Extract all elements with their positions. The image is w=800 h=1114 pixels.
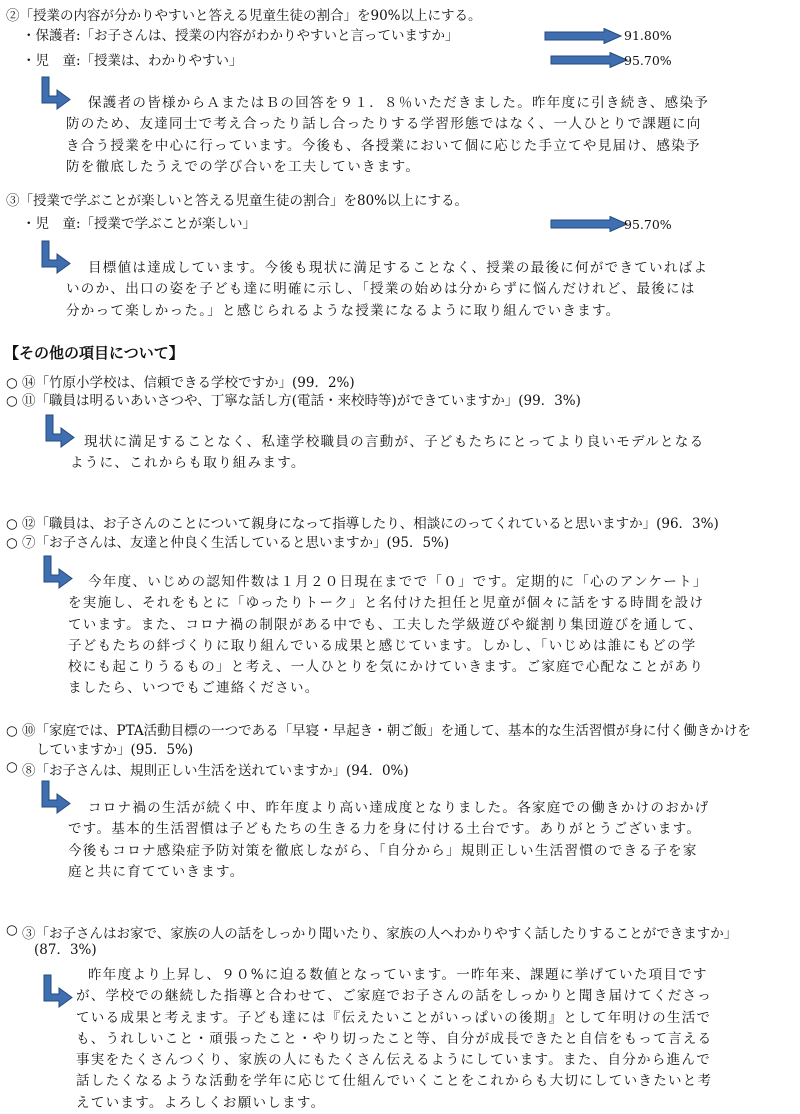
bent-arrow-icon — [40, 974, 74, 1008]
comment-line: が、学校での継続した指導と合わせて、ご家庭でお子さんの話をしっかりと聞き届けてくださっ — [76, 988, 713, 1005]
question-8: ⑧「お子さんは、規則正しい生活を送れていますか」(94．0%) — [22, 763, 409, 779]
right-arrow-icon — [544, 28, 622, 44]
comment-line: ように、これからも取り組みます。 — [70, 455, 306, 472]
comment-line: 防を徹底したうえでの学び合いを工夫していきます。 — [66, 158, 421, 175]
comment-line: 分かって楽しかった。」と感じられるような授業になるように取り組んでいきます。 — [66, 302, 621, 319]
comment-line: き合う授業を中心に行っています。今後も、各授業において個に応じた手立てや見届け、感染予 — [66, 137, 701, 154]
group-2-comment — [68, 572, 708, 700]
question-3: ③「お子さんはお家で、家族の人の話をしっかり聞いたり、家族の人へわかりやすく話したりすることができますか」 — [22, 926, 738, 942]
parent-question: ・保護者:「お子さんは、授業の内容がわかりやすいと言っていますか」 — [22, 28, 459, 44]
comment-line: 昨年度より上昇し、９０%に迫る数値となっています。一昨年来、課題に挙げていた項目です — [88, 967, 708, 983]
comment-line: も、うれしいこと・頑張ったこと・やり切ったこと等、自分が成長できたと自信をもって言える — [76, 1030, 713, 1047]
question-11: ⑪「職員は明るいあいさつや、丁寧な話し方(電話・来校時等)ができていますか」(99．3%) — [22, 393, 581, 409]
child-question: ・児 童:「授業で学ぶことが楽しい」 — [22, 216, 257, 232]
question-3-continued: (87．3%) — [34, 942, 97, 958]
comment-line: です。基本的生活習慣は子どもたちの生きる力を身に付ける土台です。ありがとうございます。 — [68, 821, 702, 838]
comment-line: コロナ禍の生活が続く中、昨年度より高い達成度となりました。各家庭での働きかけのおかげ — [88, 800, 710, 816]
question-12: ⑫「職員は、お子さんのことについて親身になって指導したり、相談にのってくれていると思いますか」(96．3%) — [22, 516, 719, 532]
comment-line: 今後もコロナ感染症予防対策を徹底しながら、「自分から」規則正しい生活習慣のできる子を家 — [68, 842, 698, 859]
bent-arrow-icon — [38, 780, 72, 814]
comment-line: ましたら、いつでもご連絡ください。 — [68, 680, 320, 697]
group-3-comment — [68, 798, 710, 883]
bullet-circle: ○ — [6, 723, 18, 739]
comment-line: 目標値は達成しています。今後も現状に満足することなく、授業の最後に何ができていればよ — [88, 260, 709, 276]
comment-line: 庭と共に育てていきます。 — [68, 863, 245, 880]
child-question: ・児 童:「授業は、わかりやすい」 — [22, 53, 243, 69]
bullet-circle: ○ — [6, 375, 18, 391]
other-items-title: 【その他の項目について】 — [4, 344, 184, 362]
section-2-comment — [66, 93, 709, 178]
bullet-circle: ○ — [6, 759, 18, 775]
comment-line: 今年度、いじめの認知件数は１月２０日現在までで「０」です。定期的に「心のアンケート」 — [88, 574, 708, 590]
group-4-comment — [76, 965, 712, 1114]
section-2-heading: ②「授業の内容が分かりやすいと答える児童生徒の割合」を90%以上にする。 — [6, 8, 482, 24]
bullet-circle: ○ — [6, 535, 18, 551]
question-14: ⑭「竹原小学校は、信頼できる学校ですか」(99．2%) — [22, 375, 355, 391]
question-7: ⑦「お子さんは、友達と仲良く生活していると思いますか」(95．5%) — [22, 535, 450, 551]
comment-line: 保護者の皆様からＡまたはＢの回答を９１．８％いただきました。昨年度に引き続き、感染予 — [88, 95, 710, 111]
bullet-circle: ○ — [6, 516, 18, 532]
section-3-heading: ③「授業で学ぶことが楽しいと答える児童生徒の割合」を80%以上にする。 — [6, 193, 469, 209]
bullet-circle: ○ — [6, 922, 18, 938]
child-percentage: 95.70% — [624, 53, 672, 68]
question-10: ⑩「家庭では、PTA活動目標の一つである「早寝・早起き・朝ご飯」を通して、基本的な生活習慣が身に付く働きかけを — [22, 723, 751, 739]
comment-line: 子どもたちの絆づくりに取り組んでいる成果と感じています。しかし、「いじめは誰にもどの学 — [68, 637, 697, 654]
child-percentage: 95.70% — [624, 217, 672, 232]
question-10-continued: していますか」(95．5%) — [36, 742, 194, 758]
right-arrow-icon — [550, 52, 628, 68]
comment-line: 防のため、友達同士で考え合ったり話し合ったりする学習形態ではなく、一人ひとりで課題に向 — [66, 116, 702, 133]
comment-line: 話したくなるような活動を学年に応じて仕組んでいくことをこれからも大切にしていきたいと考 — [76, 1073, 713, 1090]
comment-line: 現状に満足することなく、私達学校職員の言動が、子どもたちにとってより良いモデルとなる — [84, 434, 705, 450]
right-arrow-icon — [550, 216, 628, 232]
group-1-comment — [70, 432, 704, 475]
comment-line: いのか、出口の姿を子ども達に明確に示し、「授業の始めは分からずに悩んだけれど、最後には — [66, 281, 696, 298]
comment-line: ている成果と考えます。子ども達には『伝えたいことがいっぱいの後期』として年明けの生活で — [76, 1009, 712, 1026]
comment-line: えています。よろしくお願いします。 — [76, 1094, 326, 1111]
comment-line: 校にも起こりうるもの」と考え、一人ひとりを気にかけていきます。ご家庭で心配なことがあり — [68, 659, 705, 676]
section-3-comment — [66, 258, 708, 322]
comment-line: を実施し、それをもとに「ゆったりトーク」と名付けた担任と児童が個々に話をする時間を設け — [68, 595, 705, 612]
parent-percentage: 91.80% — [624, 28, 672, 43]
bullet-circle: ○ — [6, 393, 18, 409]
comment-line: ています。また、コロナ禍の制限がある中でも、工夫した学級遊びや縦割り集団遊びを通して、 — [68, 616, 704, 633]
comment-line: 事実をたくさんつくり、家族の人にもたくさん伝えるようにしています。また、自分から進んで — [76, 1052, 712, 1069]
